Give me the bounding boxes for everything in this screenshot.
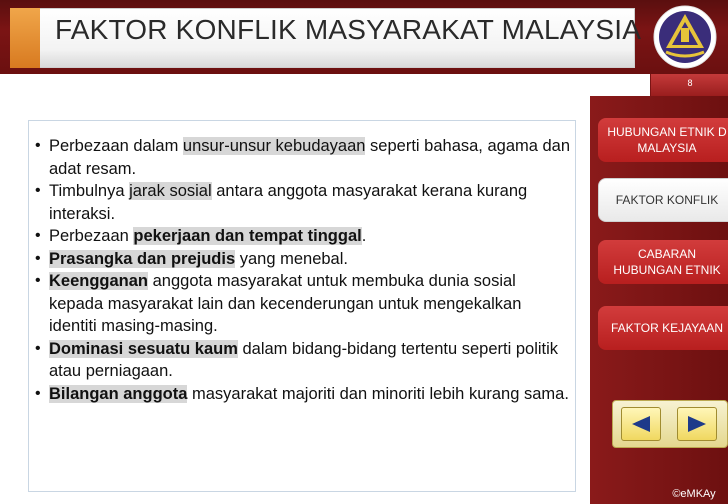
bullet-text: antara anggota masyarakat kerana kurang interaksi. [49, 182, 528, 223]
bullet-text: masyarakat majoriti dan minoriti lebih kurang sama. [187, 384, 569, 403]
bullet-text: Timbulnya [49, 182, 130, 200]
back-button[interactable] [621, 407, 661, 441]
nav-faktor-kejayaan-label: FAKTOR KEJAYAAN [610, 321, 724, 335]
nav-cabaran-line1: CABARAN [637, 247, 696, 261]
bullet-text: anggota masyarakat untuk membuka dunia sosial kepada masyarakat lain dan kecenderungan untuk mengekalkan identiti masing-masing. [49, 272, 522, 335]
bullet-item [29, 383, 577, 406]
bullet-item [29, 338, 577, 383]
forward-button[interactable] [677, 407, 717, 441]
bullet-keyword: unsur-unsur kebudayaan [182, 137, 366, 155]
content-box [28, 120, 576, 492]
nav-cabaran[interactable] [598, 240, 728, 284]
bullet-item [29, 270, 577, 338]
bullet-keyword: pekerjaan dan tempat tinggal [133, 227, 362, 245]
arrow-left-icon [630, 415, 652, 433]
arrow-nav-area [612, 400, 728, 448]
bullet-item [29, 135, 577, 180]
bullet-keyword: Dominasi sesuatu kaum [49, 339, 238, 358]
bullet-text: Perbezaan dalam [49, 137, 183, 155]
bullet-text: . [361, 227, 367, 245]
copyright-text: ©eMKAy [672, 488, 716, 500]
bullet-text: seperti bahasa, agama dan adat resam. [49, 137, 571, 178]
bullet-text: Perbezaan [49, 227, 134, 245]
nav-cabaran-line2: HUBUNGAN ETNIK [613, 263, 721, 277]
bullet-item [29, 225, 577, 248]
page-number-bar [650, 74, 728, 96]
bullet-keyword: Prasangka dan prejudis [49, 249, 236, 268]
title-accent [10, 8, 40, 68]
bullet-list [29, 135, 577, 405]
bullet-keyword: jarak sosial [129, 182, 212, 200]
nav-faktor-konflik[interactable] [598, 178, 728, 222]
bullet-item [29, 248, 577, 271]
bullet-text: dalam bidang-bidang tertentu seperti politik atau perniagaan. [49, 339, 559, 380]
bullet-item [29, 180, 577, 225]
nav-faktor-konflik-label: FAKTOR KONFLIK [615, 193, 719, 207]
nav-hubungan-etnik-line1: HUBUNGAN ETNIK D [607, 125, 727, 139]
nav-faktor-kejayaan[interactable] [598, 306, 728, 350]
bullet-keyword: Keengganan [49, 272, 149, 290]
bullet-keyword: Bilangan anggota [49, 384, 188, 403]
slide-title: FAKTOR KONFLIK MASYARAKAT MALAYSIA [55, 14, 642, 45]
university-logo-icon [650, 2, 720, 72]
bullet-text: yang menebal. [235, 249, 348, 268]
nav-hubungan-etnik[interactable] [598, 118, 728, 162]
nav-hubungan-etnik-line2: MALAYSIA [637, 141, 697, 155]
page-number: 8 [687, 78, 693, 88]
arrow-right-icon [686, 415, 708, 433]
